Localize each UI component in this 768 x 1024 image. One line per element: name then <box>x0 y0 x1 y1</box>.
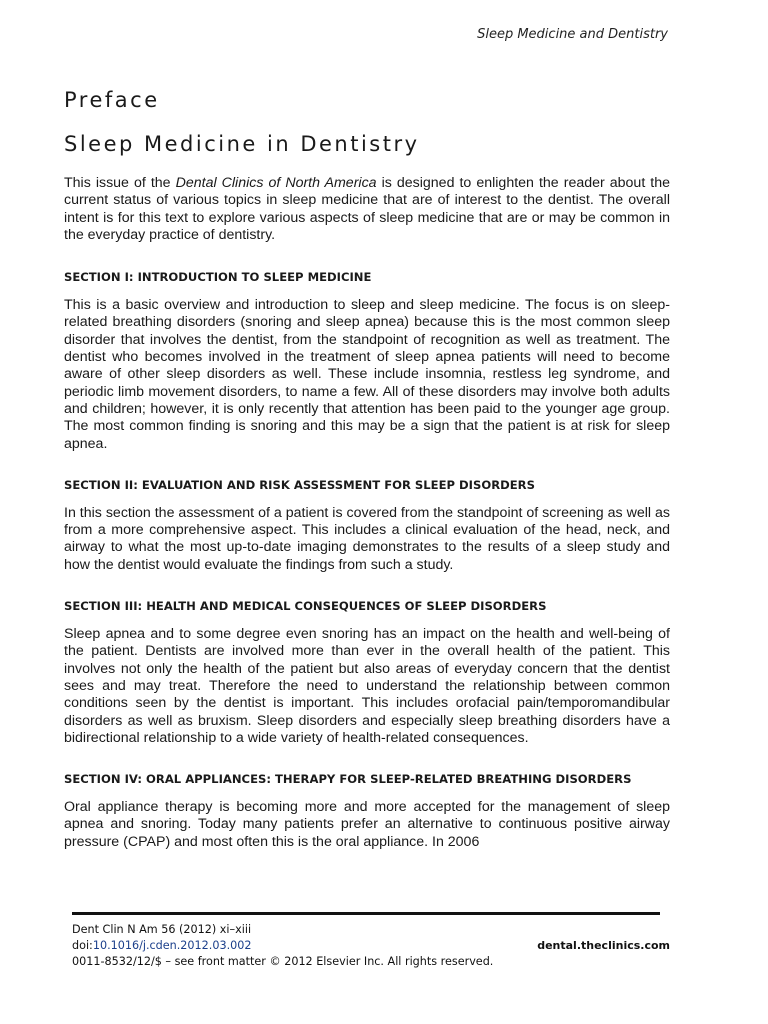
section-body-1: This is a basic overview and introduction to sleep and sleep medicine. The focus is on sleep-related breathing disorders (snoring and sleep apnea) because this is the most common sleep disorder that involves the dentist, from the standpoint of recognition as well as treatment. The dentist who becomes involved in the treatment of sleep apnea patients will need to become aware of other sleep disorders as well. These include insomnia, restless leg syndrome, and periodic limb movement disorders, to name a few. All of these disorders may involve both adults and children; however, it is only recently that attention has been paid to the younger age group. The most common finding is snoring and this may be a sign that the patient is at risk for sleep apnea. <box>64 297 670 452</box>
journal-website-link[interactable]: dental.theclinics.com <box>537 939 670 952</box>
footer-divider <box>72 912 660 915</box>
section-body-2: In this section the assessment of a patient is covered from the standpoint of screening as well as from a more comprehensive aspect. This includes a clinical evaluation of the head, neck, and airway to what the most up-to-date imaging demonstrates to the results of a sleep study and how the dentist would evaluate the findings from such a study. <box>64 504 670 573</box>
preface-title: Preface <box>64 88 160 112</box>
section-heading-4: SECTION IV: ORAL APPLIANCES: THERAPY FOR SLEEP-RELATED BREATHING DISORDERS <box>64 772 632 787</box>
article-title: Sleep Medicine in Dentistry <box>64 132 420 156</box>
article-body <box>64 175 670 871</box>
doi-prefix: doi: <box>72 939 93 952</box>
intro-text-end: is designed to enlighten the reader about the current status of various topics in sleep medicine that are of interest to the dentist. The overall intent is for this text to explore various aspects of sleep medicine that are or may be common in the everyday practice of dentistry. <box>64 175 671 243</box>
intro-paragraph <box>64 175 670 244</box>
copyright: 0011-8532/12/$ – see front matter © 2012 Elsevier Inc. All rights reserved. <box>72 955 494 968</box>
intro-text-start: This issue of the <box>64 175 176 191</box>
title-block <box>64 78 420 166</box>
section-heading-1: SECTION I: INTRODUCTION TO SLEEP MEDICINE <box>64 270 372 285</box>
section-heading-2: SECTION II: EVALUATION AND RISK ASSESSMENT FOR SLEEP DISORDERS <box>64 477 535 492</box>
section-heading-3: SECTION III: HEALTH AND MEDICAL CONSEQUENCES OF SLEEP DISORDERS <box>64 599 547 614</box>
section-body-4: Oral appliance therapy is becoming more and more accepted for the management of sleep apnea and snoring. Today many patients prefer an alternative to continuous positive airway pressure (CPAP) and most often this is the oral appliance. In 2006 <box>64 799 670 850</box>
journal-name: Dental Clinics of North America <box>175 175 377 191</box>
running-head: Sleep Medicine and Dentistry <box>477 27 668 42</box>
citation: Dent Clin N Am 56 (2012) xi–xiii <box>72 923 252 936</box>
doi-link[interactable]: 10.1016/j.cden.2012.03.002 <box>92 939 252 952</box>
footer <box>72 922 670 970</box>
section-body-3: Sleep apnea and to some degree even snoring has an impact on the health and well-being of the patient. Dentists are involved more than ever in the overall health of the patient. This involves not only the health of the patient but also areas of everyday concern that the dentist sees and may treat. Therefore the need to understand the relationship between common conditions seen by the dentist is important. This includes orofacial pain/temporomandibular disorders as well as bruxism. Sleep disorders and especially sleep breathing disorders have a bidirectional relationship to a wide variety of health-related consequences. <box>64 626 670 746</box>
